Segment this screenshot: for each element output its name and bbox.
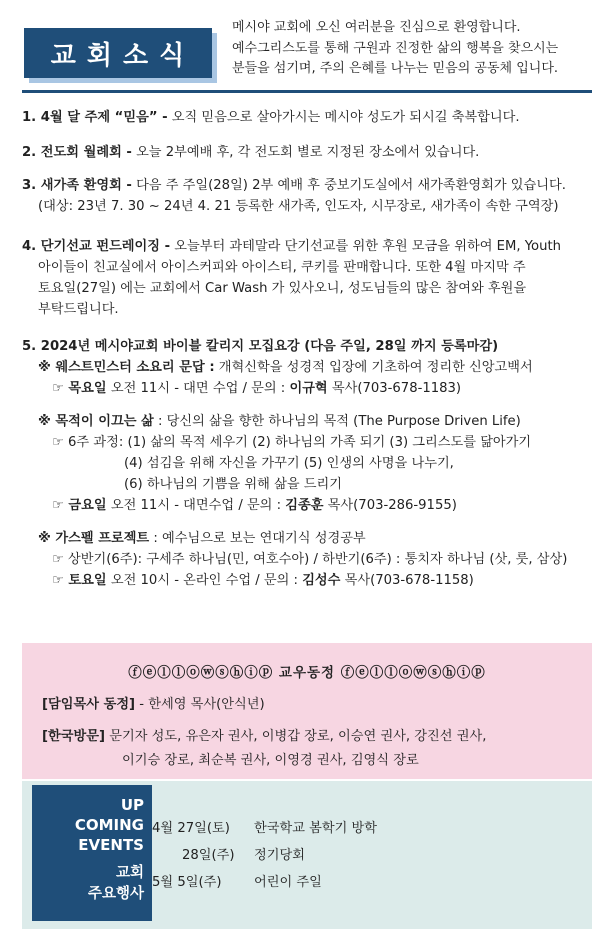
item-title: 1. 4월 달 주제 “믿음” -	[22, 110, 168, 125]
news-item-3	[22, 175, 566, 217]
pastor-text: - 한세영 목사(안식년)	[135, 697, 265, 712]
course-line: (6) 하나님의 기쁨을 위해 삶을 드리기	[124, 477, 342, 492]
label-line: UP	[120, 796, 144, 814]
news-item-5	[22, 336, 567, 591]
events-label-box	[32, 785, 152, 921]
header-divider	[22, 90, 592, 93]
news-item-4	[22, 236, 561, 320]
course-title: ※ 웨스트민스터 소요리 문답 :	[38, 360, 215, 375]
item-title: 3. 새가족 환영회 -	[22, 178, 132, 193]
item-title: 4. 단기선교 펀드레이징 -	[22, 239, 171, 254]
contact-name: 김성수	[302, 573, 341, 588]
contact-phone: 목사(703-286-9155)	[323, 498, 457, 513]
course-schedule: 오전 10시 - 온라인 수업 / 문의 :	[106, 573, 303, 588]
label-line: 주요행사	[87, 886, 144, 902]
label-line: 교회	[115, 865, 144, 881]
event-date: 5월 5일(주)	[152, 875, 222, 890]
news-item-2	[22, 141, 479, 160]
course-day: ☞ 목요일	[52, 381, 107, 396]
contact-phone: 목사(703-678-1158)	[340, 573, 474, 588]
pastor-label: [담임목사 동정]	[42, 697, 136, 712]
course-desc: : 예수님으로 보는 연대기식 성경공부	[149, 531, 366, 546]
welcome-message	[232, 18, 602, 80]
course-title: ※ 가스펠 프로젝트	[38, 531, 150, 546]
welcome-line: 분들을 섬기며, 주의 은혜를 나누는 믿음의 공동체 입니다.	[232, 61, 559, 76]
label-line: EVENTS	[78, 836, 144, 854]
course-schedule: 오전 11시 - 대면수업 / 문의 :	[106, 498, 286, 513]
item-text: 오늘 2부예배 후, 각 전도회 별로 지정된 장소에서 있습니다.	[131, 145, 480, 160]
item-text-line: 토요일(27일) 에는 교회에서 Car Wash 가 있사오니, 성도님들의 많은 참여와 후원을	[38, 281, 527, 296]
page-title: 교회소식	[50, 40, 196, 71]
events-label-ko	[88, 863, 144, 905]
welcome-line: 메시야 교회에 오신 여러분을 진심으로 환영합니다.	[232, 20, 521, 35]
visit-label: [한국방문]	[42, 729, 106, 744]
item-text-line: (대상: 23년 7. 30 ~ 24년 4. 21 등록한 새가족, 인도자, 시무장로, 새가족이 속한 구역장)	[38, 199, 559, 214]
contact-phone: 목사(703-678-1183)	[327, 381, 462, 396]
upcoming-events-box	[22, 781, 592, 929]
course-line: ☞ 상반기(6주): 구세주 하나님(민, 여호수아) / 하반기(6주) : 통치자 하나님 (삿, 룻, 삼상)	[52, 552, 568, 567]
events-label-en	[75, 795, 144, 855]
fellowship-box	[22, 643, 592, 779]
course-title: ※ 목적이 이끄는 삶	[38, 414, 154, 429]
course-line: (4) 섬김을 위해 자신을 가꾸기 (5) 인생의 사명을 나누기,	[124, 456, 454, 471]
church-news-title-box	[24, 28, 212, 78]
item-text: 오직 믿음으로 살아가시는 메시야 성도가 되시길 축복합니다.	[167, 110, 520, 125]
event-name: 어린이 주일	[254, 875, 322, 890]
item-title: 5. 2024년 메시야교회 바이블 칼리지 모집요강 (다음 주일, 28일 까지 등록마감)	[22, 339, 499, 354]
korea-visit	[42, 725, 486, 744]
visit-names: 문기자 성도, 유은자 권사, 이병갑 장로, 이승연 권사, 강진선 권사,	[109, 729, 487, 744]
item-text-line: 아이들이 친교실에서 아이스커피와 아이스티, 쿠키를 판매합니다. 또한 4월 마지막 주	[38, 260, 526, 275]
news-item-1	[22, 106, 520, 125]
event-date: 4월 27일(토)	[152, 821, 230, 836]
contact-name: 이규혁	[289, 381, 328, 396]
item-text-line: 부탁드립니다.	[38, 302, 119, 317]
item-text: 다음 주 주일(28일) 2부 예배 후 중보기도실에서 새가족환영회가 있습니다.	[131, 178, 566, 193]
event-name: 한국학교 봄학기 방학	[254, 821, 378, 836]
visit-names: 이기승 장로, 최순복 권사, 이영경 권사, 김영식 장로	[122, 753, 419, 768]
course-desc: 개혁신학을 성경적 입장에 기초하여 정리한 신앙고백서	[214, 360, 533, 375]
course-day: ☞ 금요일	[52, 498, 107, 513]
pastor-news	[42, 693, 265, 712]
course-schedule: 오전 11시 - 대면 수업 / 문의 :	[106, 381, 290, 396]
fellowship-title: ⓕⓔⓛⓛⓞⓦⓢⓗⓘⓟ 교우동정 ⓕⓔⓛⓛⓞⓦⓢⓗⓘⓟ	[128, 665, 486, 681]
item-text: 오늘부터 과테말라 단기선교를 위한 후원 모금을 위하여 EM, Youth	[170, 239, 561, 254]
contact-name: 김종훈	[285, 498, 324, 513]
course-desc: : 당신의 삶을 향한 하나님의 목적 (The Purpose Driven Life)	[153, 414, 521, 429]
course-line: ☞ 6주 과정: (1) 삶의 목적 세우기 (2) 하나님의 가족 되기 (3) 그리스도를 닮아가기	[52, 435, 532, 450]
item-title: 2. 전도회 월례회 -	[22, 145, 132, 160]
event-name: 정기당회	[254, 848, 305, 863]
welcome-line: 예수그리스도를 통해 구원과 진정한 삶의 행복을 찾으시는	[232, 40, 559, 56]
course-day: ☞ 토요일	[52, 573, 107, 588]
label-line: COMING	[74, 816, 144, 834]
event-date: 28일(주)	[182, 848, 235, 863]
